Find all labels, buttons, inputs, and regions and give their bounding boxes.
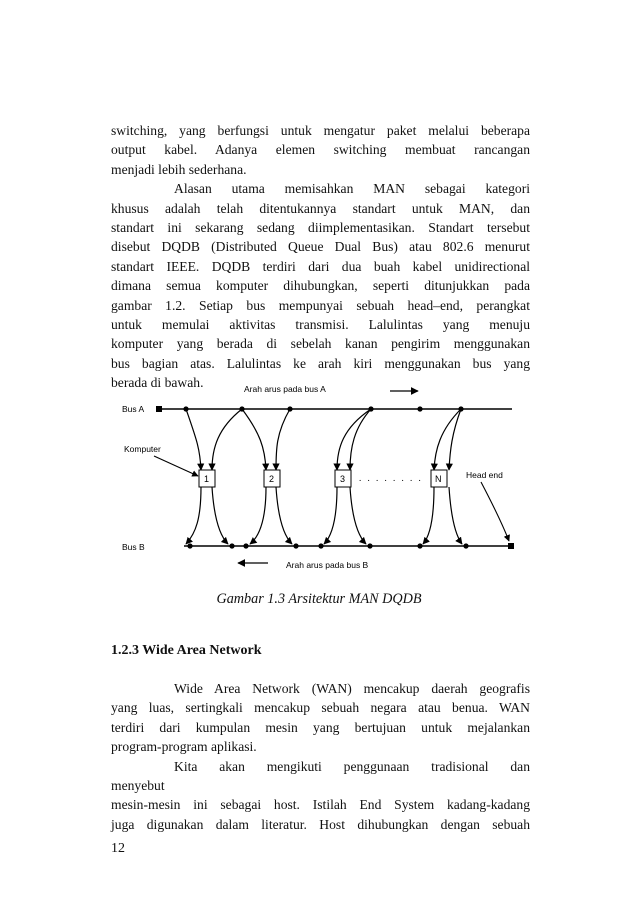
text-line: terdiri dari kumpulan mesin yang bertujuan untuk mejalankan — [111, 719, 530, 735]
text-line: untuk memulai aktivitas transmisi. Lalulintas yang menuju — [111, 317, 530, 333]
text-line: Kita akan mengikuti penggunaan tradisional dan — [174, 758, 530, 774]
text-line: dimana semua komputer dihubungkan, seperti ditunjukkan pada — [111, 278, 530, 294]
headend-arrow — [481, 482, 509, 541]
connection-curve — [449, 409, 461, 470]
bus-a-headend-marker — [156, 406, 162, 412]
text-line: program-program aplikasi. — [111, 739, 257, 755]
connection-curve — [350, 487, 366, 544]
text-line: berada di bawah. — [111, 375, 204, 391]
page-number: 12 — [111, 841, 125, 856]
tap-dot — [367, 543, 372, 548]
text-line: menyebut — [111, 778, 165, 794]
arah-bus-b-label: Arah arus pada bus B — [286, 560, 369, 570]
node-1 — [199, 470, 215, 487]
dqdb-diagram — [100, 378, 540, 578]
bus-b-label: Bus B — [122, 542, 145, 552]
connection-curve — [186, 487, 201, 544]
text-line: komputer yang berada di sebelah kanan pengirim menggunakan — [111, 336, 530, 352]
paragraph-man — [111, 121, 530, 393]
connection-curve — [212, 409, 242, 470]
tap-dot — [417, 543, 422, 548]
connection-curve — [423, 487, 434, 544]
connection-curve — [434, 409, 461, 470]
node-label: 3 — [340, 474, 346, 484]
komputer-pointer-arrow — [154, 456, 198, 476]
tap-dot — [318, 543, 323, 548]
tap-dot — [417, 406, 422, 411]
bus-a-connections — [186, 409, 461, 470]
connection-curve — [250, 487, 266, 544]
node-label: 2 — [269, 474, 275, 484]
connection-curve — [276, 409, 290, 470]
text-line: standart ini sekarang sedang diimplementasikan. Standart tersebut — [111, 220, 530, 236]
connection-curve — [324, 487, 337, 544]
bus-b-connections — [186, 487, 462, 544]
section-heading: 1.2.3 Wide Area Network — [111, 643, 262, 658]
node-label: N — [435, 474, 442, 484]
arah-bus-a-label: Arah arus pada bus A — [244, 384, 326, 394]
connection-curve — [242, 409, 266, 470]
connection-curve — [212, 487, 228, 544]
tap-dot — [229, 543, 234, 548]
tap-dot — [187, 543, 192, 548]
node-2 — [264, 470, 280, 487]
text-line: gambar 1.2. Setiap bus mempunyai sebuah head–end, perangkat — [111, 297, 530, 313]
connection-curve — [186, 409, 201, 470]
text-line: menjadi lebih sederhana. — [111, 161, 247, 177]
bus-b-end-marker — [508, 543, 514, 549]
text-line: bus bagian atas. Lalulintas ke arah kiri menggunakan bus yang — [111, 355, 530, 371]
node-label: 1 — [204, 474, 210, 484]
connection-curve — [276, 487, 292, 544]
text-line: output kabel. Adanya elemen switching membuat rancangan — [111, 142, 530, 158]
paragraph-wan — [111, 679, 530, 834]
connection-curve — [449, 487, 462, 544]
node-3 — [335, 470, 351, 487]
tap-dot — [243, 543, 248, 548]
tap-dot — [293, 543, 298, 548]
text-line: switching, yang berfungsi untuk mengatur paket melalui beberapa — [111, 123, 530, 138]
text-line: disebut DQDB (Distributed Queue Dual Bus) atau 802.6 menurut — [111, 239, 530, 255]
text-line: yang luas, sertingkali mencakup sebuah negara atau benua. WAN — [111, 700, 530, 716]
connection-curve — [350, 409, 371, 470]
headend-label: Head end — [466, 470, 503, 480]
text-line: Alasan utama memisahkan MAN sebagai kategori — [174, 181, 530, 197]
text-line: Wide Area Network (WAN) mencakup daerah geografis — [174, 681, 530, 696]
text-line: mesin-mesin ini sebagai host. Istilah End System kadang-kadang — [111, 797, 530, 813]
text-line: standart IEEE. DQDB terdiri dari dua buah kabel unidirectional — [111, 258, 530, 274]
figure-caption: Gambar 1.3 Arsitektur MAN DQDB — [216, 591, 422, 607]
komputer-label: Komputer — [124, 444, 161, 454]
bus-a-label: Bus A — [122, 404, 145, 414]
text-line: juga digunakan dalam literatur. Host dihubungkan dengan sebuah — [111, 816, 530, 832]
text-line: khusus adalah telah ditentukannya standart untuk MAN, dan — [111, 200, 530, 216]
node-n — [431, 470, 447, 487]
ellipsis-dots: . . . . . . . . — [359, 473, 423, 483]
tap-dot — [463, 543, 468, 548]
